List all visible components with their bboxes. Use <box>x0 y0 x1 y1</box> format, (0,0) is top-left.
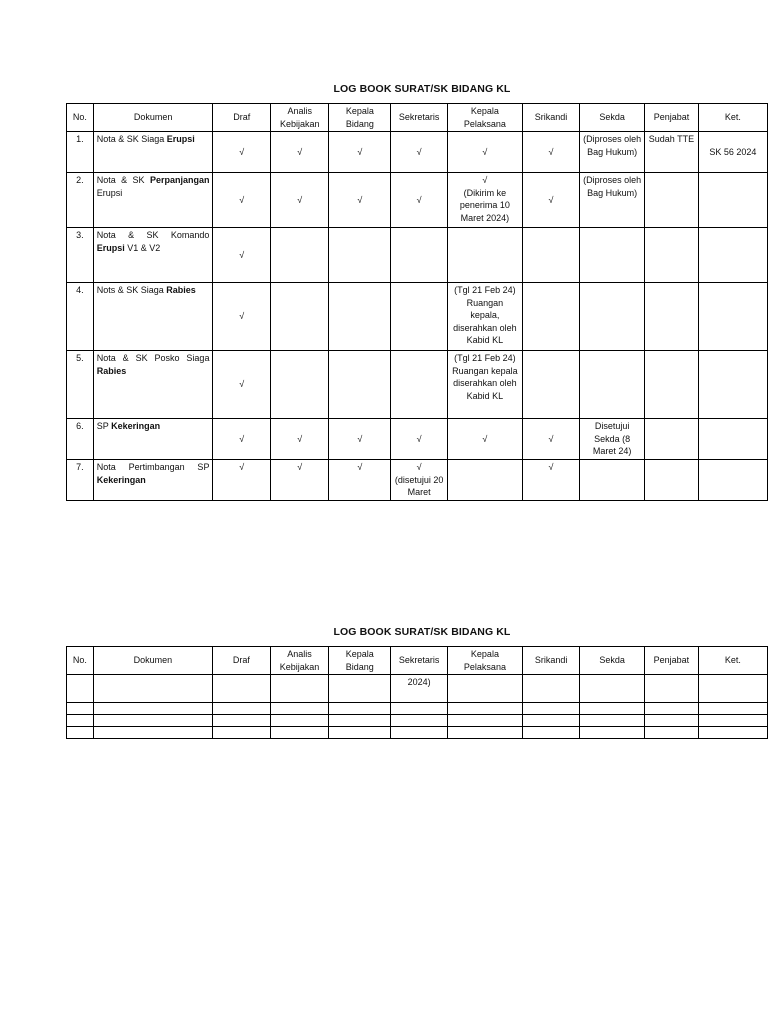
cell-ket <box>698 460 767 501</box>
header-sekretaris: Sekretaris <box>391 104 448 132</box>
header-penjabat: Penjabat <box>645 647 699 675</box>
page-title: LOG BOOK SURAT/SK BIDANG KL <box>333 83 511 95</box>
table-row-empty <box>67 703 768 715</box>
cell-kepala-bidang <box>329 351 391 419</box>
cell-penjabat <box>645 283 699 351</box>
cell-sekretaris <box>391 351 448 419</box>
cell-ket <box>698 173 767 228</box>
cell-dokumen: Nots & SK Siaga Rabies <box>93 283 213 351</box>
table-row <box>67 675 768 703</box>
cell-analis <box>270 675 329 703</box>
cell-draf: √ <box>213 351 271 419</box>
cell-draf: √ <box>213 173 271 228</box>
cell-ket <box>698 675 767 703</box>
header-penjabat: Penjabat <box>645 104 699 132</box>
cell-sekretaris <box>391 228 448 283</box>
cell-dokumen: Nota & SK Komando Erupsi V1 & V2 <box>93 228 213 283</box>
cell-ket: SK 56 2024 <box>698 132 767 173</box>
cell-sekda <box>580 675 645 703</box>
cell-sekda <box>580 283 645 351</box>
cell-penjabat: Sudah TTE <box>645 132 699 173</box>
cell-ket <box>698 419 767 460</box>
cell-sekretaris: √ <box>391 132 448 173</box>
log-book-table-continued <box>66 646 768 739</box>
table-row <box>67 132 768 173</box>
cell-analis <box>271 283 329 351</box>
cell-dokumen: SP Kekeringan <box>93 419 213 460</box>
cell-srikandi <box>522 675 579 703</box>
page-title-repeat: LOG BOOK SURAT/SK BIDANG KL <box>333 626 511 638</box>
cell-analis: √ <box>271 419 329 460</box>
cell-kepala-bidang <box>329 675 391 703</box>
cell-no: 5. <box>67 351 94 419</box>
cell-draf: √ <box>213 228 271 283</box>
cell-penjabat <box>645 228 699 283</box>
cell-penjabat <box>645 173 699 228</box>
cell-no: 3. <box>67 228 94 283</box>
cell-sekda: (Diproses oleh Bag Hukum) <box>580 132 645 173</box>
cell-srikandi: √ <box>522 460 579 501</box>
table-row-empty <box>67 727 768 739</box>
cell-no: 6. <box>67 419 94 460</box>
cell-kepala-pelaksana <box>447 460 522 501</box>
table-row <box>67 460 768 501</box>
header-no: No. <box>67 104 94 132</box>
cell-dokumen <box>93 675 212 703</box>
cell-no <box>67 675 94 703</box>
header-sekda: Sekda <box>580 647 645 675</box>
cell-srikandi <box>522 351 579 419</box>
cell-analis <box>271 351 329 419</box>
cell-kepala-bidang <box>329 228 391 283</box>
cell-analis: √ <box>271 132 329 173</box>
cell-kepala-bidang: √ <box>329 419 391 460</box>
table-row-empty <box>67 715 768 727</box>
cell-kepala-pelaksana: (Tgl 21 Feb 24) Ruangan kepala diserahkan oleh Kabid KL <box>447 351 522 419</box>
cell-kepala-bidang <box>329 283 391 351</box>
cell-ket <box>698 228 767 283</box>
header-ket: Ket. <box>698 647 767 675</box>
cell-draf: √ <box>213 460 271 501</box>
cell-kepala-pelaksana: √ <box>447 132 522 173</box>
cell-no: 2. <box>67 173 94 228</box>
cell-ket <box>698 351 767 419</box>
table-row <box>67 283 768 351</box>
cell-penjabat <box>645 460 699 501</box>
cell-penjabat <box>645 675 699 703</box>
cell-kepala-pelaksana <box>447 675 522 703</box>
cell-sekretaris <box>391 283 448 351</box>
header-srikandi: Srikandi <box>522 104 579 132</box>
header-no: No. <box>67 647 94 675</box>
cell-no: 4. <box>67 283 94 351</box>
cell-analis: √ <box>271 173 329 228</box>
cell-kepala-pelaksana <box>447 228 522 283</box>
cell-srikandi: √ <box>522 419 579 460</box>
header-draf: Draf <box>213 647 271 675</box>
cell-kepala-pelaksana: √ <box>447 419 522 460</box>
cell-sekretaris: √ <box>391 173 448 228</box>
cell-draf: √ <box>213 419 271 460</box>
cell-penjabat <box>645 351 699 419</box>
header-kepala-pelaksana: Kepala Pelaksana <box>447 104 522 132</box>
header-dokumen: Dokumen <box>93 647 212 675</box>
header-draf: Draf <box>213 104 271 132</box>
table-row <box>67 173 768 228</box>
cell-kepala-pelaksana: (Tgl 21 Feb 24) Ruangan kepala, diserahkan oleh Kabid KL <box>447 283 522 351</box>
cell-dokumen: Nota & SK Perpanjangan Erupsi <box>93 173 213 228</box>
cell-draf: √ <box>213 283 271 351</box>
cell-srikandi: √ <box>522 132 579 173</box>
header-sekretaris: Sekretaris <box>391 647 448 675</box>
cell-analis <box>271 228 329 283</box>
cell-srikandi: √ <box>522 173 579 228</box>
cell-no: 1. <box>67 132 94 173</box>
cell-dokumen: Nota & SK Posko Siaga Rabies <box>93 351 213 419</box>
cell-sekda <box>580 228 645 283</box>
header-analis: Analis Kebijakan <box>270 647 329 675</box>
cell-draf <box>213 675 271 703</box>
cell-dokumen: Nota Pertimbangan SP Kekeringan <box>93 460 213 501</box>
cell-kepala-bidang: √ <box>329 173 391 228</box>
cell-kepala-bidang: √ <box>329 132 391 173</box>
cell-sekretaris: √ <box>391 419 448 460</box>
header-kepala-pelaksana: Kepala Pelaksana <box>447 647 522 675</box>
cell-srikandi <box>522 228 579 283</box>
table-row <box>67 419 768 460</box>
cell-sekretaris: √ (disetujui 20 Maret <box>391 460 448 501</box>
cell-draf: √ <box>213 132 271 173</box>
cell-srikandi <box>522 283 579 351</box>
header-srikandi: Srikandi <box>522 647 579 675</box>
header-ket: Ket. <box>698 104 767 132</box>
table-header-row <box>67 647 768 675</box>
log-book-table <box>66 103 768 501</box>
table-header-row <box>67 104 768 132</box>
header-kepala-bidang: Kepala Bidang <box>329 104 391 132</box>
cell-sekda <box>580 351 645 419</box>
cell-sekda: Disetujui Sekda (8 Maret 24) <box>580 419 645 460</box>
table-row <box>67 228 768 283</box>
cell-sekda: (Diproses oleh Bag Hukum) <box>580 173 645 228</box>
table-row <box>67 351 768 419</box>
header-sekda: Sekda <box>580 104 645 132</box>
cell-penjabat <box>645 419 699 460</box>
cell-kepala-pelaksana: √ (Dikirim ke penerima 10 Maret 2024) <box>447 173 522 228</box>
header-kepala-bidang: Kepala Bidang <box>329 647 391 675</box>
cell-sekretaris: 2024) <box>391 675 448 703</box>
cell-dokumen: Nota & SK Siaga Erupsi <box>93 132 213 173</box>
header-dokumen: Dokumen <box>93 104 213 132</box>
cell-sekda <box>580 460 645 501</box>
cell-no: 7. <box>67 460 94 501</box>
header-analis: Analis Kebijakan <box>271 104 329 132</box>
cell-kepala-bidang: √ <box>329 460 391 501</box>
cell-analis: √ <box>271 460 329 501</box>
cell-ket <box>698 283 767 351</box>
